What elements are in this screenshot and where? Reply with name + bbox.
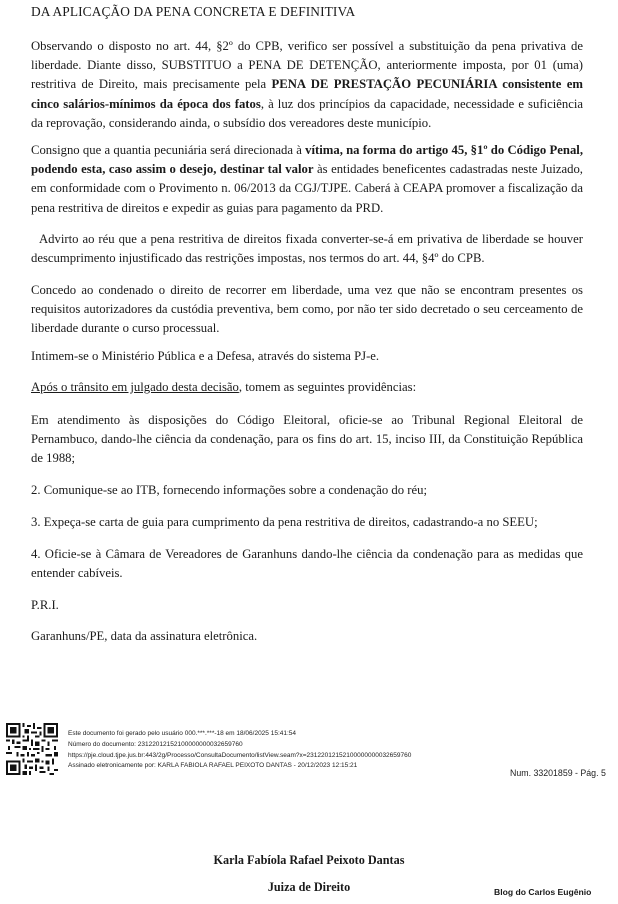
- paragraph-item-3: 3. Expeça-se carta de guia para cumprimento da pena restritiva de direitos, cadastrando-a no SEEU;: [31, 515, 538, 529]
- paragraph-electoral: Em atendimento às disposições do Código Eleitoral, oficie-se ao Tribunal Regional Eleitoral de Pernambuco, dando-lhe ciência da condenação, para os fins do art. 15, inciso III, da Constituição República de 1988;: [31, 413, 583, 466]
- paragraph-appeal: Concedo ao condenado o direito de recorrer em liberdade, uma vez que não se encontram presentes os requisitos autorizadores da custódia preventiva, bem como, por não ter sido decretado o seu cerceamento de liberdade durante o curso processual.: [31, 283, 583, 336]
- signed-by-text: Assinado eletronicamente por: KARLA FABIOLA RAFAEL PEIXOTO DANTAS - 20/12/2023 12:15:21: [68, 762, 358, 770]
- paragraph-text: , tomem as seguintes providências:: [238, 380, 417, 394]
- paragraph-text: Consigno que a quantia pecuniária será direcionada à: [31, 143, 306, 157]
- paragraph-pecuniary: [31, 141, 583, 218]
- paragraph-bold-text: PENA DE PRESTAÇÃO PECUNIÁRIA consistente em cinco salários-mínimos da época dos fatos: [31, 77, 584, 111]
- generated-by-text: Este documento foi gerado pelo usuário 000.***.***-18 em 18/06/2025 15:41:54: [68, 730, 297, 737]
- paragraph-text: , à luz dos princípios da capacidade, necessidade e suficiência da reprovação, considerando ainda, o subsídio dos vereadores deste município.: [31, 96, 583, 130]
- paragraph-measures: [31, 378, 583, 397]
- document-number-text: Número do documento: 23122012152100000000032659760: [68, 740, 243, 748]
- blog-watermark: Blog do Carlos Eugênio: [494, 887, 592, 897]
- qr-code-icon: [6, 723, 58, 775]
- electronic-signature-info: [68, 729, 411, 772]
- paragraph-item-4: 4. Oficie-se à Câmara de Vereadores de Garanhuns dando-lhe ciência da condenação para as medidas que entender cabíveis.: [31, 547, 583, 581]
- paragraph-bold-text: vítima, na forma do artigo 45, §1º do Código Penal, podendo esta, caso assim o desejo, destinar tal valor: [31, 143, 583, 177]
- paragraph-notify: Intimem-se o Ministério Pública e a Defesa, através do sistema PJ-e.: [31, 349, 380, 363]
- underlined-text: Após o trânsito em julgado desta decisão: [31, 380, 239, 394]
- paragraph-item-2: 2. Comunique-se ao ITB, fornecendo informações sobre a condenação do réu;: [31, 483, 427, 497]
- paragraph-text: Observando o disposto no art. 44, §2º do CPB, verifico ser possível a substituição da pena privativa de liberdade. Diante disso, SUBSTITUO a PENA DE DETENÇÃO, anteriormente imposta, por 01 (uma) restritiva de Direito, mais precisamente pela: [31, 39, 583, 92]
- paragraph-pri: P.R.I.: [31, 598, 59, 612]
- page-number: Num. 33201859 - Pág. 5: [510, 768, 606, 778]
- paragraph-text: às entidades beneficentes cadastradas neste Juizado, em conformidade com o Provimento n. 06/2013 da CGJ/TJPE. Caberá à CEAPA promover a fiscalização da pena restritiva de direitos e expedir as guias para pagamento da PRD.: [31, 162, 583, 215]
- paragraph-warning: Advirto ao réu que a pena restritiva de direitos fixada converter-se-á em privativa de liberdade se houver descumprimento injustificado das restrições impostas, nos termos do art. 44, §4º do CPB.: [31, 232, 587, 266]
- document-url-link[interactable]: https://pje.cloud.tjpe.jus.br:443/2g/Processo/ConsultaDocumento/listView.seam?x=23122012152100000000032659760: [68, 751, 412, 759]
- section-heading: DA APLICAÇÃO DA PENA CONCRETA E DEFINITIVA: [31, 4, 356, 19]
- paragraph-place-date: Garanhuns/PE, data da assinatura eletrônica.: [31, 629, 258, 643]
- paragraph-substitution: [31, 37, 583, 133]
- signer-name: Karla Fabíola Rafael Peixoto Dantas: [213, 853, 405, 867]
- signer-role: Juiza de Direito: [267, 880, 351, 894]
